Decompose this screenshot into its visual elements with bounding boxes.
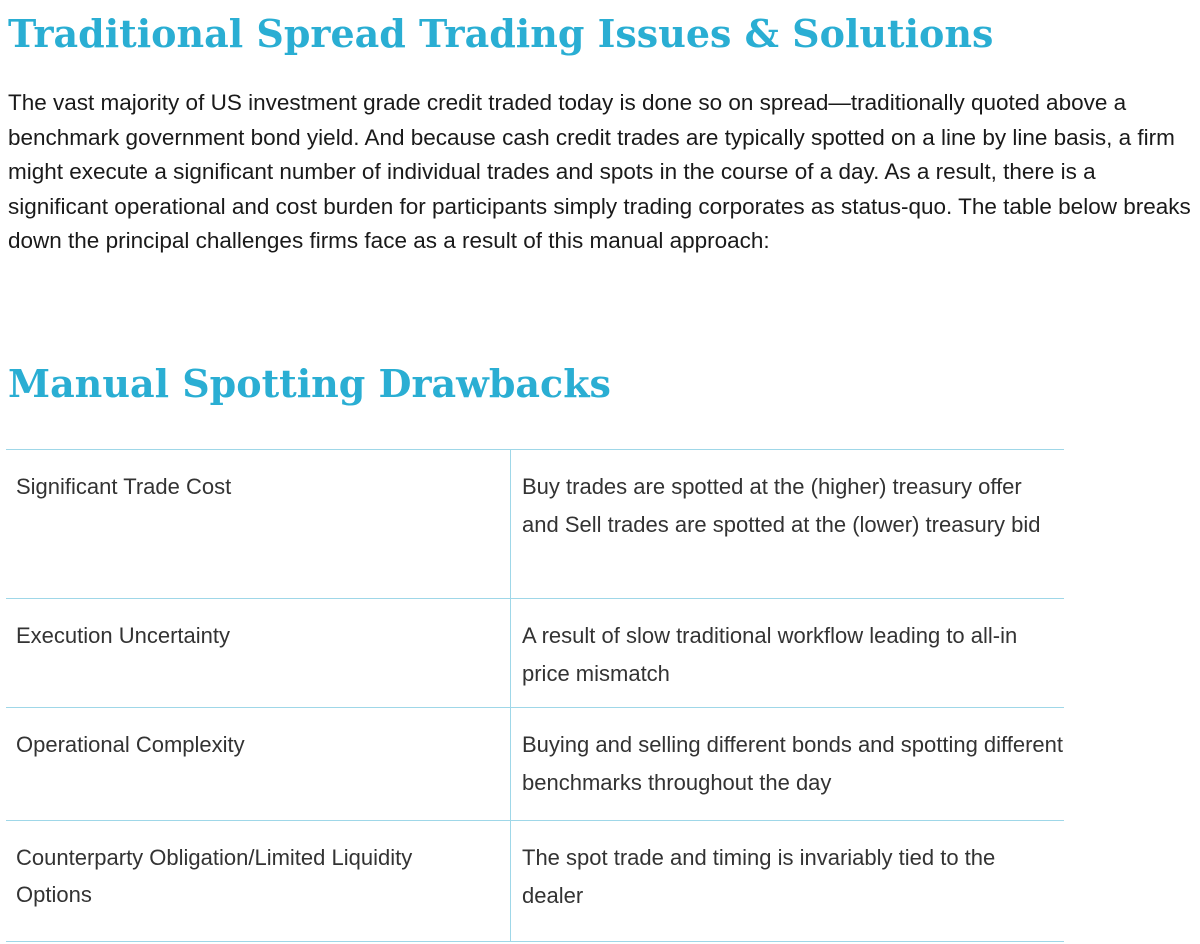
description-cell (511, 708, 1065, 821)
description-cell (511, 599, 1065, 708)
drawback-description: The spot trade and timing is invariably tied to the dealer (522, 845, 996, 908)
drawback-label: Significant Trade Cost (16, 474, 232, 499)
drawback-label: Execution Uncertainty (16, 623, 230, 648)
drawback-description: Buy trades are spotted at the (higher) treasury offer and Sell trades are spotted at the (lower) treasury bid (522, 474, 1041, 537)
drawback-description: Buying and selling different bonds and spotting different benchmarks throughout the day (522, 732, 1064, 795)
section-heading: Manual Spotting Drawbacks (8, 361, 611, 406)
drawback-label: Operational Complexity (16, 732, 245, 757)
drawback-cell (6, 708, 511, 821)
table-row (6, 821, 1064, 942)
description-cell (511, 821, 1065, 942)
table-row (6, 599, 1064, 708)
drawbacks-table (6, 449, 1064, 942)
table-row (6, 708, 1064, 821)
drawback-cell (6, 821, 511, 942)
table-row (6, 450, 1064, 599)
drawback-description: A result of slow traditional workflow leading to all-in price mismatch (522, 623, 1018, 686)
main-heading: Traditional Spread Trading Issues & Solutions (8, 11, 994, 56)
drawback-cell (6, 599, 511, 708)
intro-paragraph: The vast majority of US investment grade credit traded today is done so on spread—traditionally quoted above a benchmark government bond yield. And because cash credit trades are typically spotted on a line by line basis, a firm might execute a significant number of individual trades and spots in the course of a day. As a result, there is a significant operational and cost burden for participants simply trading corporates as status-quo. The table below breaks down the principal challenges firms face as a result of this manual approach: (8, 90, 1191, 253)
drawback-label: Counterparty Obligation/Limited Liquidity Options (16, 845, 413, 907)
description-cell (511, 450, 1065, 599)
drawback-cell (6, 450, 511, 599)
